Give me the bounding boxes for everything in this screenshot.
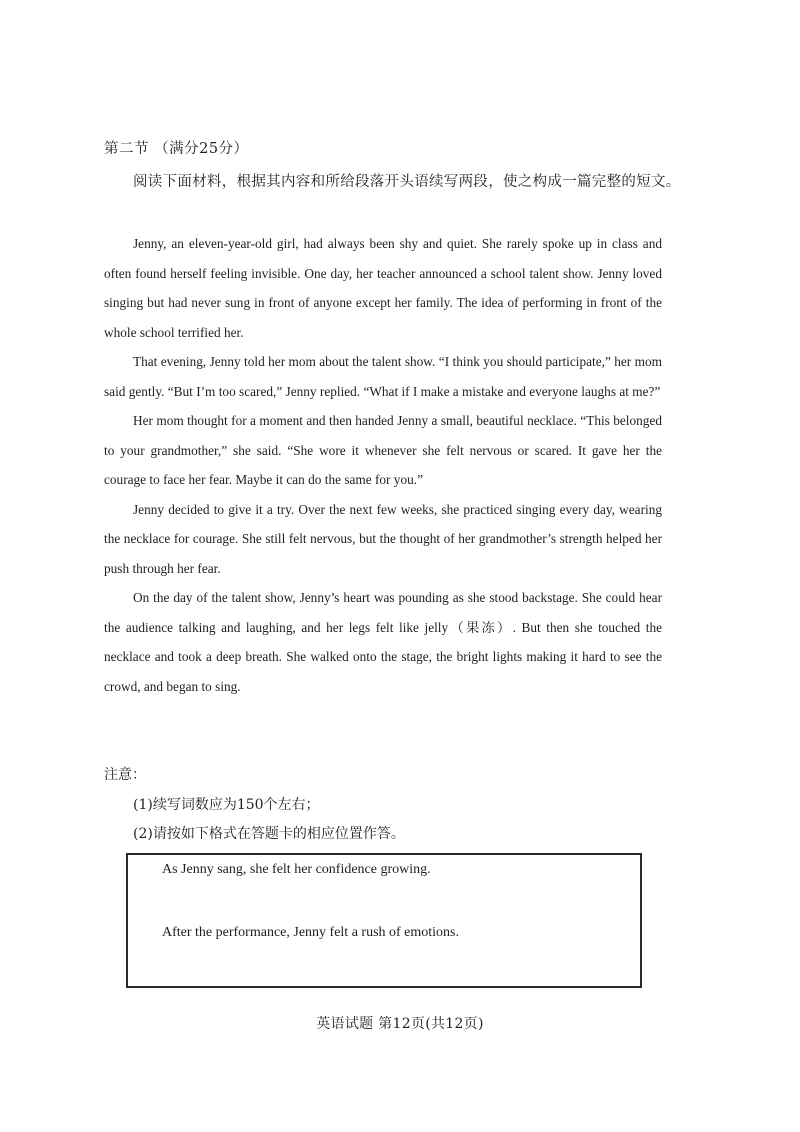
- answer-box: [126, 853, 642, 988]
- task-instruction: 阅读下面材料，根据其内容和所给段落开头语续写两段，使之构成一篇完整的短文。: [133, 174, 681, 190]
- passage-paragraph-2: That evening, Jenny told her mom about the talent show. “I think you should participate,” her mom said gently. “But I’m too scared,” Jenny replied. “What if I make a mistake and everyone laughs at me?”: [104, 354, 662, 399]
- passage-paragraph-1: Jenny, an eleven-year-old girl, had always been shy and quiet. She rarely spoke up in class and often found herself feeling invisible. One day, her teacher announced a school talent show. Jenny loved singing but had never sung in front of anyone except her family. The idea of performing in front of the whole school terrified her.: [104, 236, 662, 340]
- paragraph-starter-1: As Jenny sang, she felt her confidence growing.: [162, 862, 431, 877]
- passage-paragraph-3: Her mom thought for a moment and then handed Jenny a small, beautiful necklace. “This belonged to your grandmother,” she said. “She wore it whenever she felt nervous or scared. It gave her the courage to face her fear. Maybe it can do the same for you.”: [104, 413, 662, 487]
- note-item-format: (2)请按如下格式在答题卡的相应位置作答。: [133, 826, 405, 842]
- page-footer: 英语试题 第12页(共12页): [316, 1016, 484, 1032]
- notes-title: 注意：: [104, 767, 146, 783]
- reading-passage: [104, 229, 662, 701]
- note-item-word-count: (1)续写词数应为150个左右；: [133, 797, 320, 813]
- section-heading: 第二节 （满分25分）: [104, 141, 249, 157]
- paragraph-starter-2: After the performance, Jenny felt a rush of emotions.: [162, 925, 460, 940]
- passage-paragraph-5: On the day of the talent show, Jenny’s heart was pounding as she stood backstage. She could hear the audience talking and laughing, and her legs felt like jelly（果冻）. But then she touched the necklace and took a deep breath. She walked onto the stage, the bright lights making it hard to see the crowd, and began to sing.: [104, 590, 662, 694]
- passage-paragraph-4: Jenny decided to give it a try. Over the next few weeks, she practiced singing every day, wearing the necklace for courage. She still felt nervous, but the thought of her grandmother’s strength helped her push through her fear.: [104, 501, 662, 576]
